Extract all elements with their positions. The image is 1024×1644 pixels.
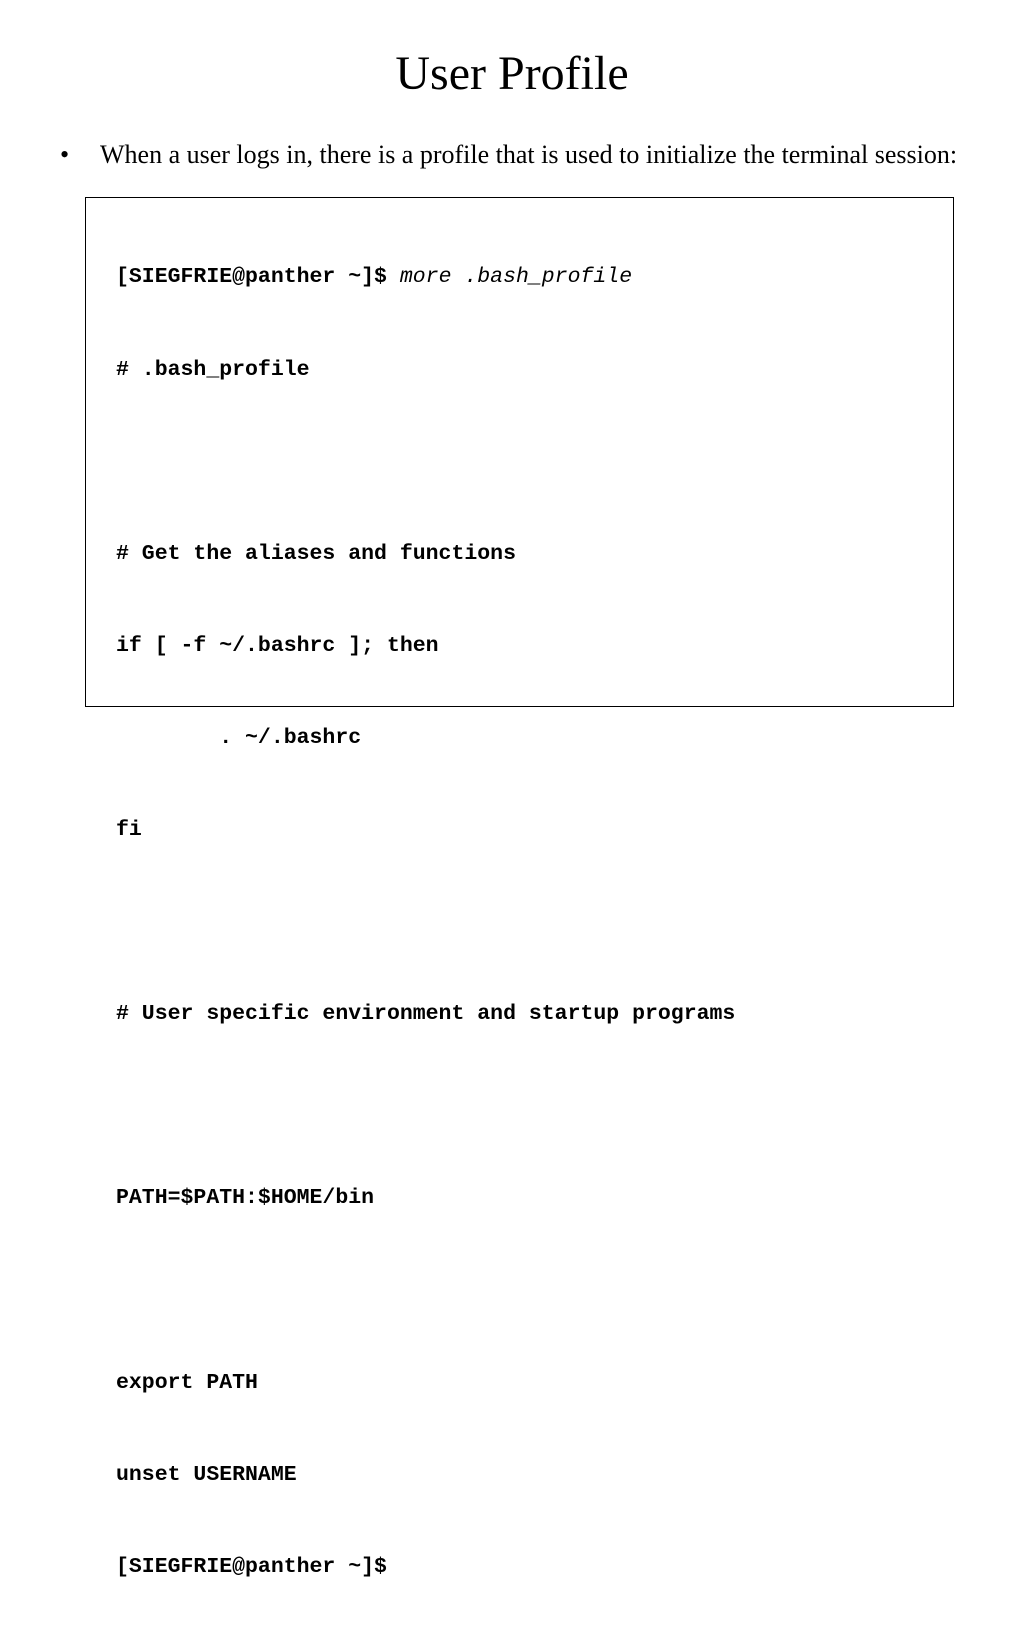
terminal-line-14: [SIEGFRIE@panther ~]$ [116,1554,387,1579]
terminal-line-6: fi [116,817,142,842]
terminal-line-3: # Get the aliases and functions [116,541,516,566]
terminal-line-8: # User specific environment and startup programs [116,1002,736,1027]
bullet-text: When a user logs in, there is a profile that is used to initialize the terminal session: [100,140,958,169]
terminal-command: more .bash_profile [399,265,633,290]
terminal-prompt: [SIEGFRIE@panther ~]$ [116,265,400,290]
terminal-line-4: if [ -f ~/.bashrc ]; then [116,633,439,658]
terminal-line-2 [116,447,735,478]
terminal-command-line [116,262,735,293]
terminal-lines [116,201,735,1644]
slide-title: User Profile [395,47,629,100]
bullet-marker: • [60,140,70,169]
terminal-line-13: unset USERNAME [116,1462,297,1487]
terminal-line-12: export PATH [116,1370,258,1395]
terminal-line-5: . ~/.bashrc [116,725,362,750]
terminal-line-1: # .bash_profile [116,357,310,382]
terminal-line-11 [116,1275,735,1306]
terminal-line-9 [116,1091,735,1122]
terminal-line-7 [116,907,735,938]
terminal-output-box [85,197,954,1579]
terminal-line-10: PATH=$PATH:$HOME/bin [116,1186,375,1211]
